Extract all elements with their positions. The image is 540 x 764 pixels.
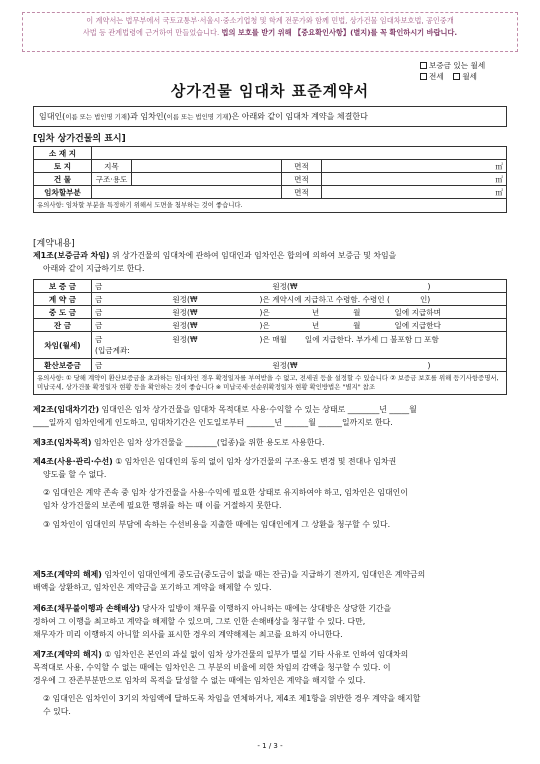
- article-3: [33, 436, 509, 449]
- notice-important: 법의 보호를 받기 위해 【중요확인사항】(별지)를 꼭 확인하시기 바랍니다.: [221, 28, 458, 37]
- label-structure: 구조·용도: [92, 173, 132, 186]
- month-text: 월: [353, 307, 361, 317]
- field-leased-area[interactable]: ㎡: [322, 186, 507, 199]
- won-text: 원정(₩: [172, 335, 198, 344]
- preamble-hint-b: 이름 또는 법인명 기재: [166, 113, 229, 121]
- label-location: 소 재 지: [34, 147, 92, 160]
- money-note: 유의사항: ① 당해 계약이 환산보증금을 초과하는 임대차인 경우 확정일자를 부여받을 수 없고, 전세권 등을 설정할 수 있습니다 ② 보증금 보호를 위해 등기사항증명서, 미납국세, 상가건물 확정일자 현황 등을 확인하는 것이 좋습니다 ※ 미납국세·선순위확정일자 현황 확인방법은 "별지" 참조: [34, 372, 507, 395]
- check-label-monthly: 월세: [462, 72, 477, 81]
- section-contract-heading: [계약내용]: [33, 239, 75, 249]
- contract-type-checks: [420, 60, 485, 82]
- article-6-line: [33, 602, 509, 615]
- table-row: [34, 319, 507, 332]
- balance-end: 일에 지급한다: [394, 320, 441, 330]
- article-6-line-2: 정하여 그 이행을 최고하고 계약을 해제할 수 있으며, 그로 인한 손해배상을 청구할 수 있다. 다만,: [33, 617, 366, 626]
- preamble-text-c: )은 아래와 같이 임대차 계약을 체결한다: [228, 112, 368, 121]
- checkbox-icon[interactable]: [420, 62, 427, 69]
- article-4: [33, 455, 509, 531]
- article-5-body: 임차인이 임대인에게 중도금(중도금이 없을 때는 잔금)을 지급하기 전까지, 임대인은 계약금의: [101, 570, 426, 579]
- article-4-line: [33, 455, 509, 468]
- check-deposit-monthly[interactable]: [420, 60, 485, 71]
- label-building: 건 물: [34, 173, 92, 186]
- rent-line-1: [95, 334, 503, 345]
- contract-end: 인): [419, 294, 431, 304]
- won-text: 원정(₩: [172, 307, 198, 317]
- label-balance: 잔 금: [34, 319, 92, 332]
- article-2: [33, 403, 509, 429]
- article-6-line-3: 채무자가 미리 이행하지 아니할 의사를 표시한 경우의 계약해제는 최고를 요하지 아니한다.: [33, 630, 343, 639]
- field-structure[interactable]: [132, 173, 282, 186]
- balance-rest: )은: [259, 320, 270, 330]
- won-text: 원정(₩: [172, 294, 198, 304]
- table-row: [34, 372, 507, 395]
- article-7-line-3: 경우에 그 잔존부분만으로 임차의 목적을 달성할 수 없는 때에는 임차인은 계약을 해지할 수 있다.: [33, 676, 366, 685]
- article-4-clause-2: ② 임대인은 계약 존속 중 임차 상가건물을 사용·수익에 필요한 상태로 유지하여야 하고, 임차인은 임대인이: [43, 488, 408, 497]
- label-deposit: 보 증 금: [34, 280, 92, 293]
- won-text: 원정(₩: [272, 360, 298, 370]
- preamble-text-b: )과 임차인(: [126, 112, 167, 121]
- article-1: [33, 249, 509, 275]
- field-balance[interactable]: [92, 319, 507, 332]
- preamble-box: [33, 106, 507, 127]
- label-interim: 중 도 금: [34, 306, 92, 319]
- article-6: [33, 602, 509, 641]
- article-3-body: 임차인은 임차 상가건물을 ________(업종)을 위한 용도로 사용한다.: [91, 438, 325, 447]
- won-text: 원정(₩: [172, 320, 198, 330]
- section-property-heading: [임차 상가건물의 표시]: [33, 134, 126, 144]
- article-7-line: [33, 648, 509, 661]
- article-5-title: 제5조(계약의 해제): [33, 570, 102, 579]
- notice-line-2: [29, 27, 511, 39]
- article-6-body: 당사자 일방이 채무를 이행하지 아니하는 때에는 상대방은 상당한 기간을: [139, 604, 392, 613]
- field-deposit[interactable]: [92, 280, 507, 293]
- year-text: 년: [311, 320, 320, 330]
- article-3-title: 제3조(임차목적): [33, 438, 92, 447]
- field-land-area[interactable]: ㎡: [322, 160, 507, 173]
- article-1-body: 위 상가건물의 임대차에 관하여 임대인과 임차인은 합의에 의하여 보증금 및 차임을: [109, 251, 397, 260]
- property-table: [33, 146, 507, 213]
- contract-rest: )은 계약시에 지급하고 수령함. 수령인 (: [259, 294, 390, 304]
- table-row: [34, 332, 507, 359]
- article-4-title: 제4조(사용·관리·수선): [33, 457, 113, 466]
- article-5: [33, 568, 509, 594]
- article-2-line-2: ____일까지 임차인에게 인도하고, 임대차기간은 인도일로부터 _______년 ______월 ______일까지로 한다.: [33, 418, 393, 427]
- gum-text: 금: [95, 320, 103, 330]
- won-text: 원정(₩: [272, 281, 298, 291]
- field-interim[interactable]: [92, 306, 507, 319]
- table-row: [34, 173, 507, 186]
- article-5-line-2: 배액을 상환하고, 임차인은 계약금을 포기하고 계약을 해제할 수 있다.: [33, 583, 272, 592]
- table-row: [34, 280, 507, 293]
- field-building-area[interactable]: ㎡: [322, 173, 507, 186]
- article-7-line-2: 목적대로 사용, 수익할 수 없는 때에는 임차인은 그 부분의 비율에 의한 차임의 감액을 청구할 수 있다. 이: [33, 663, 391, 672]
- check-label: 보증금 있는 월세: [429, 61, 486, 70]
- gum-text: 금: [95, 294, 103, 304]
- label-area: 면적: [282, 160, 322, 173]
- check-label-jeonse: 전세: [429, 72, 444, 81]
- close-text: ): [427, 360, 431, 370]
- label-contract-money: 계 약 금: [34, 293, 92, 306]
- label-converted-deposit: 환산보증금: [34, 359, 92, 372]
- table-row: [34, 147, 507, 160]
- rent-rest: )은 매월: [259, 335, 287, 344]
- interim-rest: )은: [259, 307, 270, 317]
- notice-line-1: 이 계약서는 법무부에서 국토교통부·서울시·중소기업청 및 학계 전문가와 함께 민법, 상가건물 임대차보호법, 공인중개: [86, 16, 454, 25]
- field-land-type[interactable]: [132, 160, 282, 173]
- article-1-title: 제1조(보증금과 차임): [33, 251, 110, 260]
- article-4-line-2: 양도를 할 수 없다.: [43, 470, 107, 479]
- property-note: 유의사항: 임차할 부분을 특정하기 위해서 도면을 첨부하는 것이 좋습니다.: [34, 199, 507, 213]
- article-7-title: 제7조(계약의 해지): [33, 650, 102, 659]
- field-leased-part[interactable]: [92, 186, 282, 199]
- table-row: [34, 199, 507, 213]
- rent-day: 일에 지급한다. 부가세 □ 불포함 □ 포함: [304, 335, 439, 344]
- article-4-body: ① 임차인은 임대인의 동의 없이 임차 상가건물의 구조·용도 변경 및 전대나 임차권: [112, 457, 397, 466]
- label-land: 토 지: [34, 160, 92, 173]
- document-title: 상가건물 임대차 표준계약서: [170, 82, 370, 100]
- table-row: [34, 359, 507, 372]
- label-area: 면적: [282, 173, 322, 186]
- rent-line-2: (입금계좌:: [95, 346, 130, 355]
- field-location[interactable]: [92, 147, 507, 160]
- article-4-clause-2b: 임차 상가건물의 보존에 필요한 행위를 하는 때 이를 거절하지 못한다.: [43, 501, 282, 510]
- article-2-line: [33, 403, 509, 416]
- label-rent: 차임(월세): [34, 332, 92, 359]
- article-2-title: 제2조(임대차기간): [33, 405, 100, 414]
- table-row: [34, 293, 507, 306]
- article-7-clause-2b: 수 있다.: [43, 707, 71, 716]
- page-number: - 1 / 3 -: [257, 742, 283, 750]
- close-text: ): [427, 281, 431, 291]
- article-7-body: ① 임차인은 본인의 과실 없이 임차 상가건물의 일부가 멸실 기타 사유로 인하여 임대차의: [101, 650, 409, 659]
- notice-line-2a: 사법 등 관계법령에 근거하여 만들었습니다.: [82, 28, 222, 37]
- table-row: [34, 306, 507, 319]
- legal-notice-box: [22, 12, 518, 52]
- checkbox-icon[interactable]: [453, 73, 460, 80]
- article-7: [33, 648, 509, 718]
- article-5-line: [33, 568, 509, 581]
- money-table: [33, 279, 507, 395]
- month-text: 월: [353, 320, 361, 330]
- label-leased-part: 임차할부분: [34, 186, 92, 199]
- preamble-hint-a: 이름 또는 법인명 기재: [65, 113, 127, 121]
- label-land-type: 지목: [92, 160, 132, 173]
- preamble-text-a: 임대인(: [39, 112, 66, 121]
- gum-text: 금: [95, 360, 103, 370]
- label-area: 면적: [282, 186, 322, 199]
- article-1-line-2: 아래와 같이 지급하기로 한다.: [43, 264, 145, 273]
- field-converted-deposit[interactable]: [92, 359, 507, 372]
- article-6-title: 제6조(채무불이행과 손해배상): [33, 604, 140, 613]
- interim-end: 일에 지급하며: [394, 307, 441, 317]
- gum-text: 금: [95, 307, 103, 317]
- article-1-line: [33, 249, 509, 262]
- article-2-body: 임대인은 임차 상가건물을 임대차 목적대로 사용·수익할 수 있는 상태로 ________년 _____월: [99, 405, 417, 414]
- table-row: [34, 186, 507, 199]
- table-row: [34, 160, 507, 173]
- year-text: 년: [311, 307, 320, 317]
- checkbox-icon[interactable]: [420, 73, 427, 80]
- field-rent[interactable]: [92, 332, 507, 359]
- article-7-clause-2: ② 임대인은 임차인이 3기의 차임액에 달하도록 차임을 연체하거나, 제4조 제1항을 위반한 경우 계약을 해지할: [43, 694, 421, 703]
- gum-text: 금: [95, 335, 103, 344]
- field-contract-money[interactable]: [92, 293, 507, 306]
- article-4-clause-3: ③ 임차인이 임대인의 부담에 속하는 수선비용을 지출한 때에는 임대인에게 그 상환을 청구할 수 있다.: [43, 520, 391, 529]
- gum-text: 금: [95, 281, 103, 291]
